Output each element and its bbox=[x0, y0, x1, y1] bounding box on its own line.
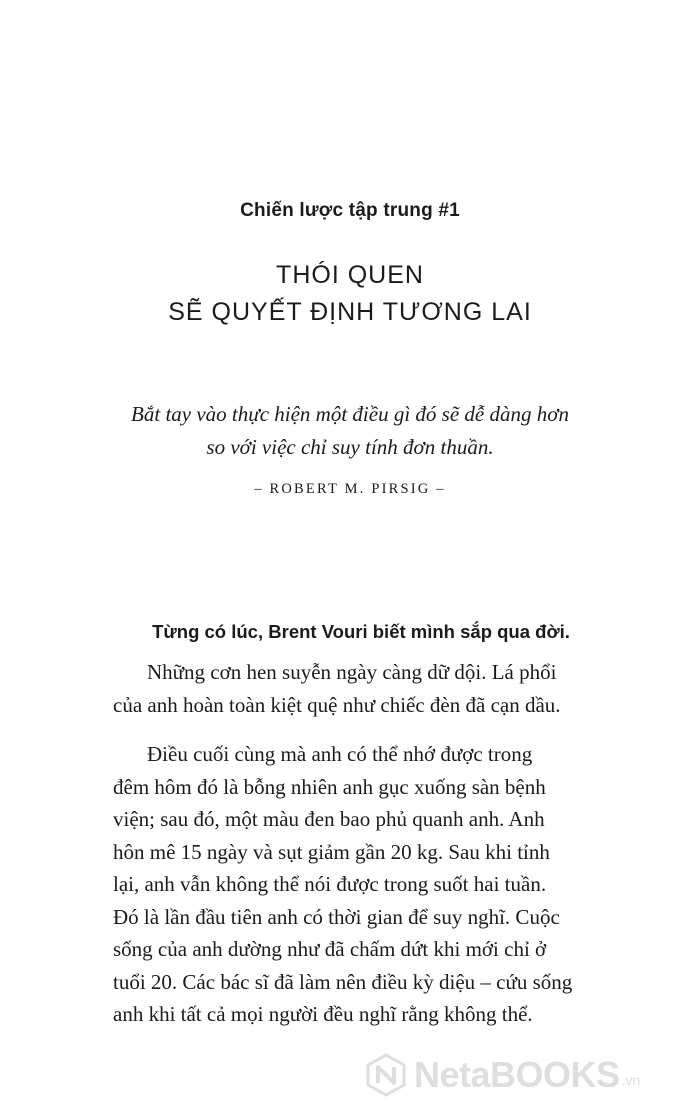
chapter-title-line-1: THÓI QUEN bbox=[276, 261, 424, 289]
paragraph-2-line: hôn mê 15 ngày và sụt giảm gần 20 kg. Sau khi tỉnh bbox=[113, 839, 550, 864]
watermark bbox=[364, 1050, 640, 1100]
paragraph-2-line: đêm hôm đó là bỗng nhiên anh gục xuống sàn bệnh bbox=[113, 774, 546, 799]
chapter-title bbox=[0, 257, 700, 331]
paragraph-2-line: anh khi tất cả mọi người đều nghĩ rằng không thể. bbox=[113, 1002, 533, 1026]
paragraph-1-line: của anh hoàn toàn kiệt quệ như chiếc đèn đã cạn dầu. bbox=[113, 692, 561, 717]
chapter-title-line-2: SẼ QUYẾT ĐỊNH TƯƠNG LAI bbox=[168, 298, 532, 326]
strategy-label: Chiến lược tập trung #1 bbox=[240, 200, 460, 221]
paragraph-1 bbox=[113, 656, 613, 721]
watermark-brand: NetaBOOKS bbox=[414, 1054, 620, 1095]
epigraph-quote-line-2: so với việc chỉ suy tính đơn thuần. bbox=[206, 435, 494, 459]
paragraph-2-line: lại, anh vẫn không thể nói được trong suốt hai tuần. bbox=[113, 872, 547, 896]
paragraph-2-line: Đó là lần đầu tiên anh có thời gian để suy nghĩ. Cuộc bbox=[113, 904, 560, 929]
n-logo-icon bbox=[364, 1053, 408, 1097]
paragraph-2-line: sống của anh dường như đã chấm dứt khi mới chỉ ở bbox=[113, 937, 547, 961]
epigraph-quote-line-1: Bắt tay vào thực hiện một điều gì đó sẽ dễ dàng hơn bbox=[131, 402, 569, 426]
paragraph-2 bbox=[113, 738, 613, 1031]
paragraph-2-line: viện; sau đó, một màu đen bao phủ quanh anh. Anh bbox=[113, 807, 545, 831]
watermark-suffix: .vn bbox=[621, 1072, 641, 1088]
paragraph-1-line: Những cơn hen suyễn ngày càng dữ dội. Lá phổi bbox=[147, 660, 557, 684]
paragraph-2-line: tuổi 20. Các bác sĩ đã làm nên điều kỳ diệu – cứu sống bbox=[113, 969, 573, 994]
epigraph-quote bbox=[0, 398, 700, 464]
lead-sentence: Từng có lúc, Brent Vouri biết mình sắp qua đời. bbox=[152, 621, 570, 642]
paragraph-2-line: Điều cuối cùng mà anh có thể nhớ được trong bbox=[147, 742, 533, 766]
epigraph-author: – ROBERT M. PIRSIG – bbox=[254, 481, 446, 497]
